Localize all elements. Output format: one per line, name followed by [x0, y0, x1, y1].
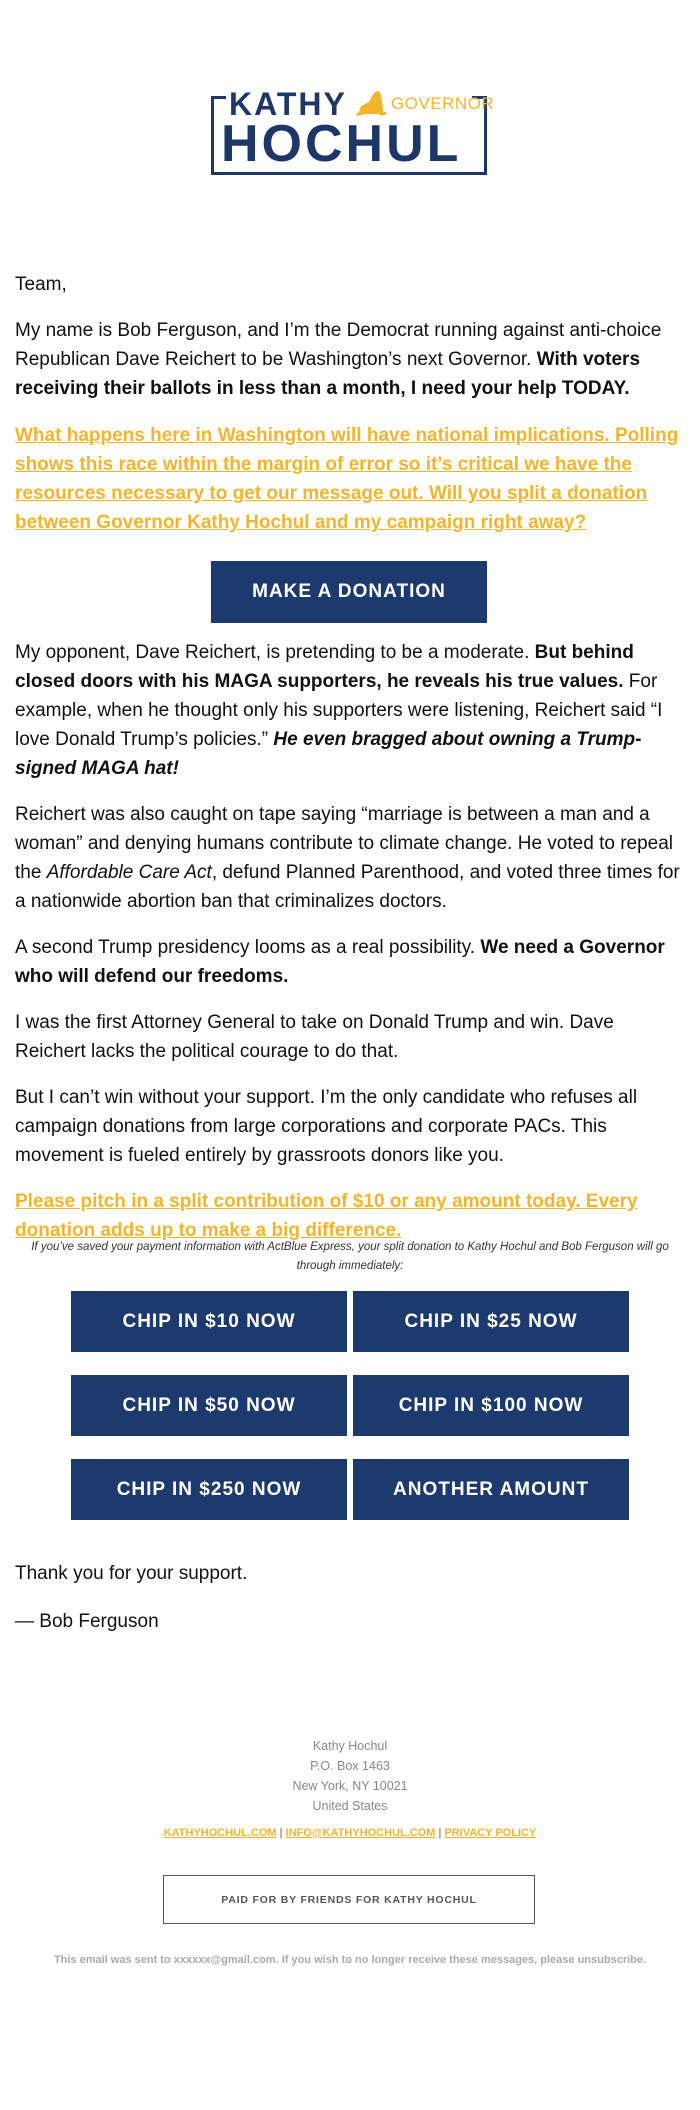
- email-link[interactable]: INFO@KATHYHOCHUL.COM: [285, 1827, 436, 1839]
- chip-in-50-button[interactable]: CHIP IN $50 NOW: [71, 1375, 347, 1436]
- new-york-state-icon: [353, 90, 387, 118]
- signature: — Bob Ferguson: [15, 1611, 159, 1632]
- another-amount-button[interactable]: ANOTHER AMOUNT: [353, 1459, 629, 1520]
- chip-in-100-button[interactable]: CHIP IN $100 NOW: [353, 1375, 629, 1436]
- opponent-text-a: My opponent, Dave Reichert, is pretending to be a moderate.: [15, 642, 535, 663]
- footer-address: [0, 1736, 700, 1816]
- opponent-text-c: For example, when he thought only his supporters were listening, Reichert said “I love Donald Trump’s policies.”: [15, 671, 663, 750]
- paragraph-grassroots: But I can’t win without your support. I’m the only candidate who refuses all campaign donations from large corporations and corporate PACs. This movement is fueled entirely by grassroots donors like you.: [15, 1087, 638, 1166]
- website-link[interactable]: KATHYHOCHUL.COM: [163, 1827, 277, 1839]
- freedoms-text: A second Trump presidency looms as a real possibility.: [15, 937, 481, 958]
- callout-link-1[interactable]: What happens here in Washington will have national implications. Polling shows this race within the margin of error so it’s critical we have the resources necessary to get our message out. Will you split a donation between Governor Kathy Hochul and my campaign right away?: [15, 425, 679, 533]
- record-text-c: , defund Planned Parenthood, and voted three times for a nationwide abortion ban that criminalizes doctors.: [15, 862, 680, 912]
- actblue-express-note: If you’ve saved your payment information with ActBlue Express, your split donation to Kathy Hochul and Bob Ferguson will go through immediately:: [31, 1241, 669, 1272]
- logo-last-name: HOCHUL: [221, 115, 462, 173]
- greeting: Team,: [15, 274, 67, 295]
- chip-in-250-button[interactable]: CHIP IN $250 NOW: [71, 1459, 347, 1520]
- record-text-italic: Affordable Care Act: [46, 862, 212, 883]
- gold-callout-2: [15, 1187, 685, 1245]
- opponent-text-bolditalic: He even bragged about owning a Trump-signed MAGA hat!: [15, 729, 642, 779]
- gold-callout-1: [15, 421, 685, 537]
- make-donation-button[interactable]: MAKE A DONATION: [211, 561, 487, 623]
- thank-you-line: Thank you for your support.: [15, 1563, 248, 1584]
- chip-in-10-button[interactable]: CHIP IN $10 NOW: [71, 1291, 347, 1352]
- campaign-logo: [211, 86, 495, 175]
- freedoms-bold: We need a Governor who will defend our freedoms.: [15, 937, 665, 987]
- logo-first-name: KATHY: [229, 86, 347, 122]
- privacy-policy-link[interactable]: PRIVACY POLICY: [444, 1827, 537, 1839]
- address-line: New York, NY 10021: [292, 1779, 408, 1793]
- email-body: [15, 270, 685, 537]
- paragraph-attorney-general: I was the first Attorney General to take on Donald Trump and win. Dave Reichert lacks the political courage to do that.: [15, 1012, 614, 1062]
- unsubscribe-note: This email was sent to xxxxxx@gmail.com. If you wish to no longer receive these messages, please unsubscribe.: [53, 1954, 647, 1966]
- opponent-text-bold: But behind closed doors with his MAGA supporters, he reveals his true values.: [15, 642, 634, 692]
- email-body-2: [15, 638, 685, 1245]
- address-line: P.O. Box 1463: [310, 1759, 390, 1773]
- intro-bold: With voters receiving their ballots in less than a month, I need your help TODAY.: [15, 349, 641, 399]
- address-line: Kathy Hochul: [312, 1739, 388, 1753]
- paragraph-intro: [15, 316, 685, 403]
- link-separator: |: [438, 1827, 442, 1839]
- paragraph-freedoms: [15, 933, 685, 991]
- chip-in-25-button[interactable]: CHIP IN $25 NOW: [353, 1291, 629, 1352]
- record-text-a: Reichert was also caught on tape saying “marriage is between a man and a woman” and denying humans contribute to climate change. He voted to repeal the: [15, 804, 674, 883]
- footer-links: [0, 1825, 700, 1841]
- address-line: United States: [312, 1799, 388, 1813]
- intro-text: My name is Bob Ferguson, and I’m the Democrat running against anti-choice Republican Dave Reichert to be Washington’s next Governor.: [15, 320, 662, 370]
- logo-office: GOVERNOR: [391, 94, 495, 113]
- paragraph-opponent: [15, 638, 685, 783]
- callout-link-2[interactable]: Please pitch in a split contribution of $10 or any amount today. Every donation adds up to make a big difference.: [15, 1191, 638, 1241]
- paragraph-record: [15, 800, 685, 916]
- link-separator: |: [279, 1827, 283, 1839]
- paid-for-disclaimer: PAID FOR BY FRIENDS FOR KATHY HOCHUL: [163, 1875, 535, 1924]
